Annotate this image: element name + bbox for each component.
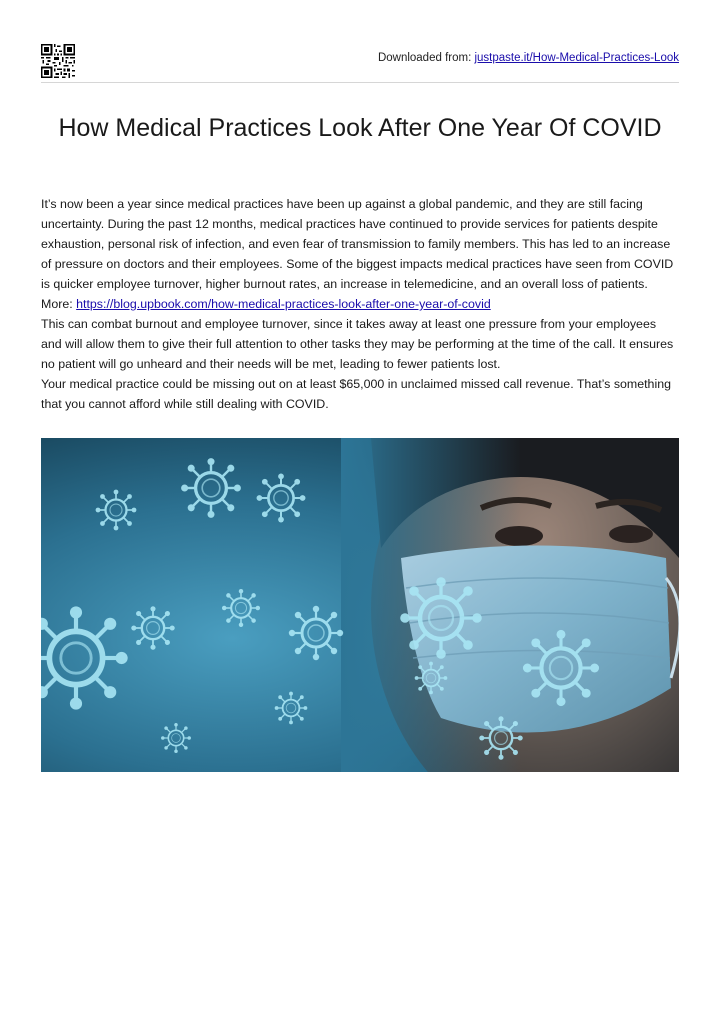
- page-title: How Medical Practices Look After One Year Of COVID: [58, 114, 662, 142]
- page-header: [41, 40, 679, 83]
- paragraph-benefit: This can combat burnout and employee turnover, since it takes away at least one pressure from your employees and will allow them to give their full attention to other tasks they may be performing at the time of the call. It ensures no patient will go unheard and their needs will be met, leading to fewer patients lost.: [41, 317, 674, 371]
- more-line: [41, 294, 679, 314]
- covid-mask-illustration: [41, 438, 679, 772]
- paragraph-revenue: Your medical practice could be missing out on at least $65,000 in unclaimed missed call revenue. That’s something that you cannot afford while still dealing with COVID.: [41, 377, 671, 411]
- source-link[interactable]: justpaste.it/How-Medical-Practices-Look: [474, 52, 679, 64]
- paragraph-intro: It’s now been a year since medical practices have been up against a global pandemic, and they are still facing uncertainty. During the past 12 months, medical practices have continued to provide services for patients despite exhaustion, personal risk of infection, and even fear of transmission to family members. This has led to an increase of pressure on doctors and their employees. Some of the biggest impacts medical practices have seen from COVID is quicker employee turnover, higher burnout rates, an increase in telemedicine, and an overall loss of patients.: [41, 197, 674, 291]
- qr-code-icon: [41, 44, 75, 78]
- more-link[interactable]: https://blog.upbook.com/how-medical-practices-look-after-one-year-of-covid: [76, 297, 491, 311]
- article-body: [41, 194, 679, 414]
- more-label: More:: [41, 297, 73, 311]
- article-photo: [41, 438, 679, 772]
- downloaded-prefix: Downloaded from:: [377, 52, 472, 64]
- download-source: [378, 52, 679, 64]
